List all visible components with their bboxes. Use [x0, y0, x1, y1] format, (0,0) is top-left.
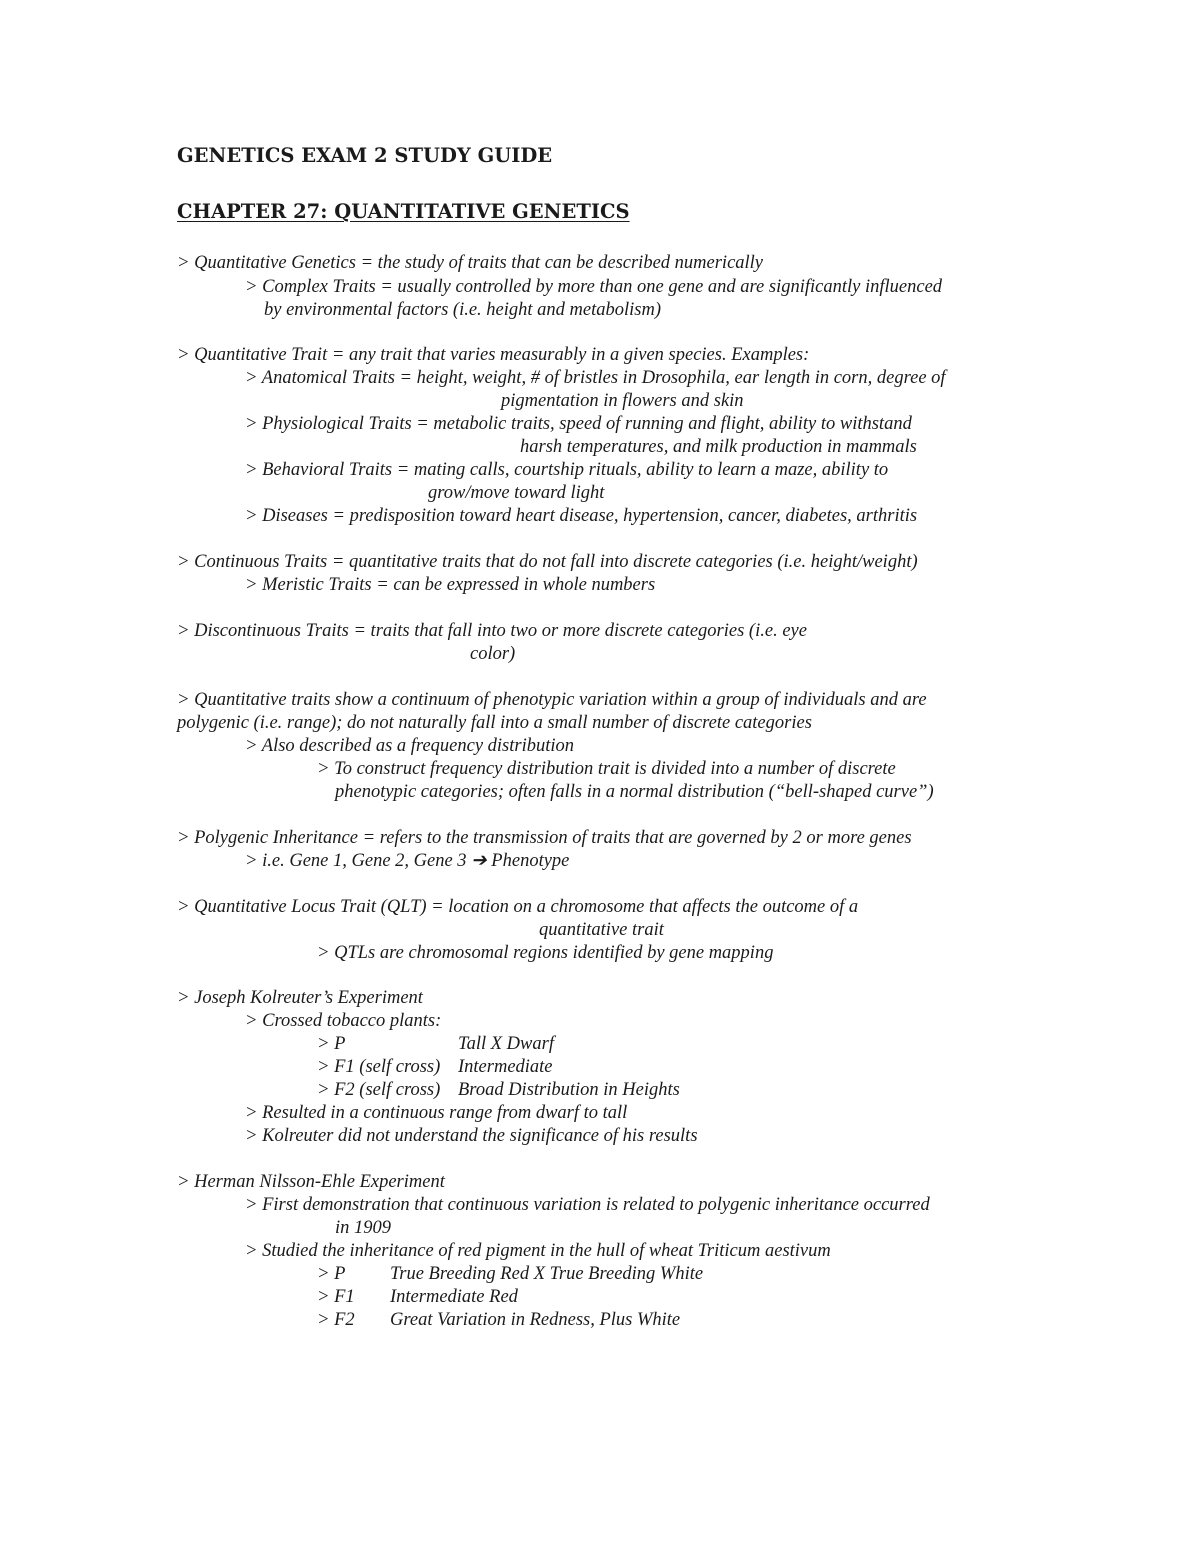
cross-result: Intermediate	[458, 1057, 553, 1077]
note-line: > Crossed tobacco plants:	[245, 1011, 442, 1031]
note-line: > Diseases = predisposition toward heart disease, hypertension, cancer, diabetes, arthritis	[245, 506, 918, 526]
note-line: pigmentation in flowers and skin	[501, 391, 744, 411]
cross-label: > P	[317, 1264, 346, 1284]
note-line: > First demonstration that continuous variation is related to polygenic inheritance occurred	[245, 1195, 930, 1215]
cross-label: > F1	[317, 1287, 355, 1307]
note-line: > To construct frequency distribution trait is divided into a number of discrete	[317, 759, 896, 779]
note-line: > Quantitative Locus Trait (QLT) = location on a chromosome that affects the outcome of a	[177, 897, 859, 917]
note-line: > Kolreuter did not understand the significance of his results	[245, 1126, 698, 1146]
note-line: > QTLs are chromosomal regions identified by gene mapping	[317, 943, 774, 963]
note-line: by environmental factors (i.e. height and metabolism)	[264, 300, 661, 320]
cross-label: > F2	[317, 1310, 355, 1330]
chapter-heading: CHAPTER 27: QUANTITATIVE GENETICS	[177, 200, 630, 223]
note-line: phenotypic categories; often falls in a normal distribution (“bell-shaped curve”)	[335, 782, 934, 802]
cross-result: Intermediate Red	[390, 1287, 518, 1307]
cross-result: Broad Distribution in Heights	[458, 1080, 680, 1100]
note-line: > Resulted in a continuous range from dwarf to tall	[245, 1103, 628, 1123]
note-line: polygenic (i.e. range); do not naturally fall into a small number of discrete categories	[177, 713, 812, 733]
note-line: quantitative trait	[539, 920, 664, 940]
cross-label: > F1 (self cross)	[317, 1057, 441, 1077]
note-line: > Discontinuous Traits = traits that fall into two or more discrete categories (i.e. eye	[177, 621, 807, 641]
note-line: in 1909	[335, 1218, 392, 1238]
note-line: > Meristic Traits = can be expressed in whole numbers	[245, 575, 656, 595]
note-line: > Herman Nilsson-Ehle Experiment	[177, 1172, 445, 1192]
note-line: > Complex Traits = usually controlled by more than one gene and are significantly influenced	[245, 277, 943, 297]
note-line: > Joseph Kolreuter’s Experiment	[177, 988, 423, 1008]
note-line: > Polygenic Inheritance = refers to the transmission of traits that are governed by 2 or more genes	[177, 828, 912, 848]
cross-label: > F2 (self cross)	[317, 1080, 441, 1100]
note-line: > Behavioral Traits = mating calls, courtship rituals, ability to learn a maze, ability to	[245, 460, 889, 480]
note-line: > Studied the inheritance of red pigment in the hull of wheat Triticum aestivum	[245, 1241, 831, 1261]
note-line: > Quantitative Trait = any trait that varies measurably in a given species. Examples:	[177, 345, 810, 365]
note-line: > Also described as a frequency distribution	[245, 736, 575, 756]
note-line: > Continuous Traits = quantitative traits that do not fall into discrete categories (i.e. height/weight)	[177, 552, 918, 572]
cross-result: Tall X Dwarf	[458, 1034, 554, 1054]
document-title: GENETICS EXAM 2 STUDY GUIDE	[177, 144, 553, 167]
note-line: > i.e. Gene 1, Gene 2, Gene 3 ➔ Phenotype	[245, 851, 570, 871]
note-line: > Quantitative Genetics = the study of traits that can be described numerically	[177, 253, 764, 273]
cross-result: True Breeding Red X True Breeding White	[390, 1264, 704, 1284]
note-line: > Quantitative traits show a continuum of phenotypic variation within a group of individuals and are	[177, 690, 927, 710]
note-line: > Anatomical Traits = height, weight, # of bristles in Drosophila, ear length in corn, degree of	[245, 368, 946, 388]
note-line: grow/move toward light	[428, 483, 605, 503]
note-line: color)	[470, 644, 516, 664]
note-line: > Physiological Traits = metabolic traits, speed of running and flight, ability to withstand	[245, 414, 912, 434]
cross-label: > P	[317, 1034, 346, 1054]
cross-result: Great Variation in Redness, Plus White	[390, 1310, 681, 1330]
note-line: harsh temperatures, and milk production in mammals	[520, 437, 917, 457]
